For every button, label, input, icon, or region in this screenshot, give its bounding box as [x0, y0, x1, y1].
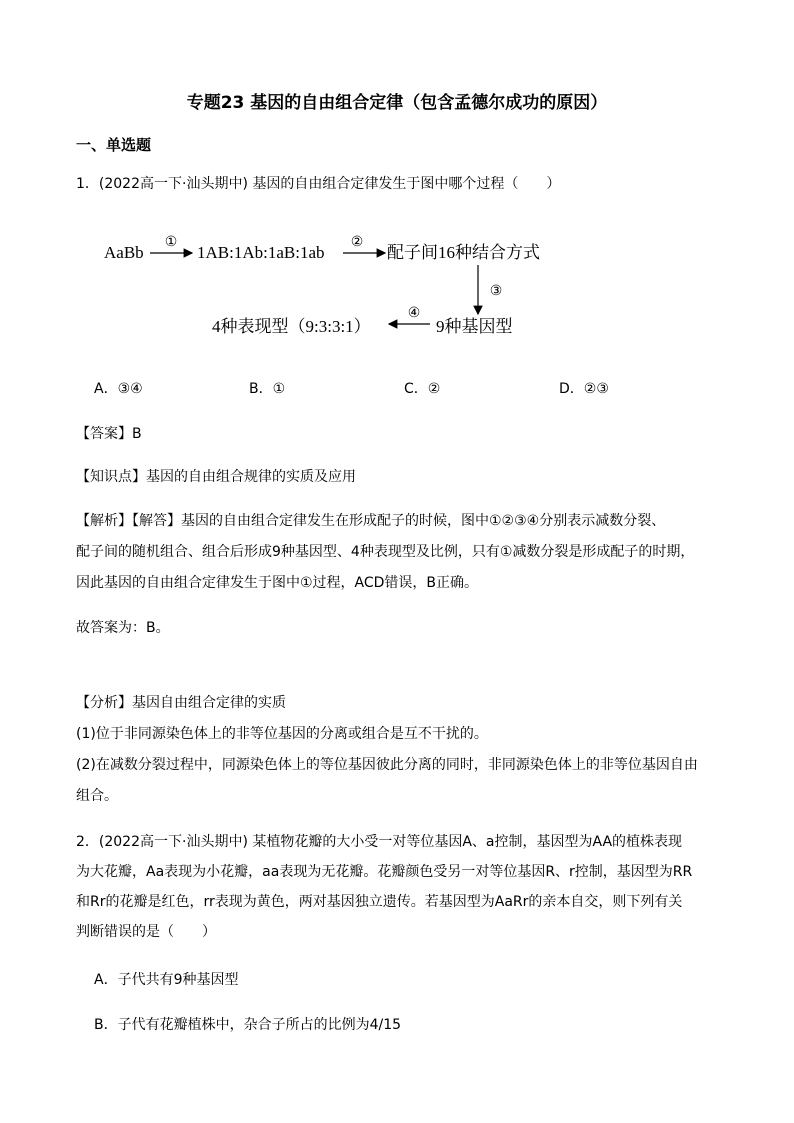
q2-stem-line-2: 为大花瓣，Aa表现为小花瓣，aa表现为无花瓣。花瓣颜色受另一对等位基因R、r控制，基因型为RR [76, 864, 693, 880]
q1-option-a[interactable]: A．③④ [94, 381, 143, 397]
diagram-start: AaBb [104, 243, 144, 262]
q1-analysis-line-1: 【解析】【解答】基因的自由组合定律发生在形成配子的时候，图中①②③④分别表示减数分裂、 [76, 513, 666, 529]
q2-stem-line-4: 判断错误的是（ ） [76, 924, 216, 940]
q1-analysis-line-3: 因此基因的自由组合定律发生于图中①过程，ACD错误，B正确。 [76, 575, 479, 591]
q1-option-c[interactable]: C．② [404, 381, 441, 397]
diagram-combination: 配子间16种结合方式 [387, 243, 540, 262]
q1-analysis-line-2: 配子间的随机组合、组合后形成9种基因型、4种表现型及比例，只有①减数分裂是形成配子的时期， [76, 544, 695, 560]
diagram-gametes: 1AB:1Ab:1aB:1ab [197, 243, 325, 262]
q1-stem: 1．(2022高一下·汕头期中) 基因的自由组合定律发生于图中哪个过程（ ） [76, 176, 561, 192]
step-1-label: ① [164, 235, 178, 250]
q2-option-a[interactable]: A．子代共有9种基因型 [94, 972, 239, 988]
step-4-label: ④ [407, 306, 421, 321]
q1-option-b[interactable]: B．① [249, 381, 286, 397]
step-2-label: ② [350, 235, 364, 250]
diagram-phenotypes: 4种表现型（9:3:3:1） [212, 317, 371, 336]
q1-fenxi-line-4: 组合。 [76, 788, 118, 804]
page-title: 专题23 基因的自由组合定律（包含孟德尔成功的原因） [186, 93, 608, 113]
q1-fenxi-line-1: 【分析】基因自由组合定律的实质 [76, 695, 286, 711]
q2-stem-line-3: 和Rr的花瓣是红色，rr表现为黄色，两对基因独立遗传。若基因型为AaRr的亲本自交，则下列有关 [76, 894, 683, 910]
q1-fenxi-line-3: (2)在减数分裂过程中，同源染色体上的等位基因彼此分离的同时，非同源染色体上的非等位基因自由 [76, 757, 698, 773]
q1-answer: 【答案】B [76, 426, 142, 442]
q1-diagram [0, 222, 794, 352]
q1-conclusion: 故答案为：B。 [76, 620, 170, 636]
step-3-label: ③ [489, 284, 503, 299]
q2-option-b[interactable]: B．子代有花瓣植株中，杂合子所占的比例为4/15 [94, 1017, 402, 1033]
q2-stem-line-1: 2．(2022高一下·汕头期中) 某植物花瓣的大小受一对等位基因A、a控制，基因型为AA的植株表现 [76, 834, 683, 850]
section-heading: 一、单选题 [76, 136, 152, 154]
q1-option-d[interactable]: D．②③ [559, 381, 609, 397]
diagram-genotypes: 9种基因型 [436, 317, 513, 336]
q1-knowledge: 【知识点】基因的自由组合规律的实质及应用 [76, 469, 356, 485]
q1-fenxi-line-2: (1)位于非同源染色体上的非等位基因的分离或组合是互不干扰的。 [76, 726, 488, 742]
